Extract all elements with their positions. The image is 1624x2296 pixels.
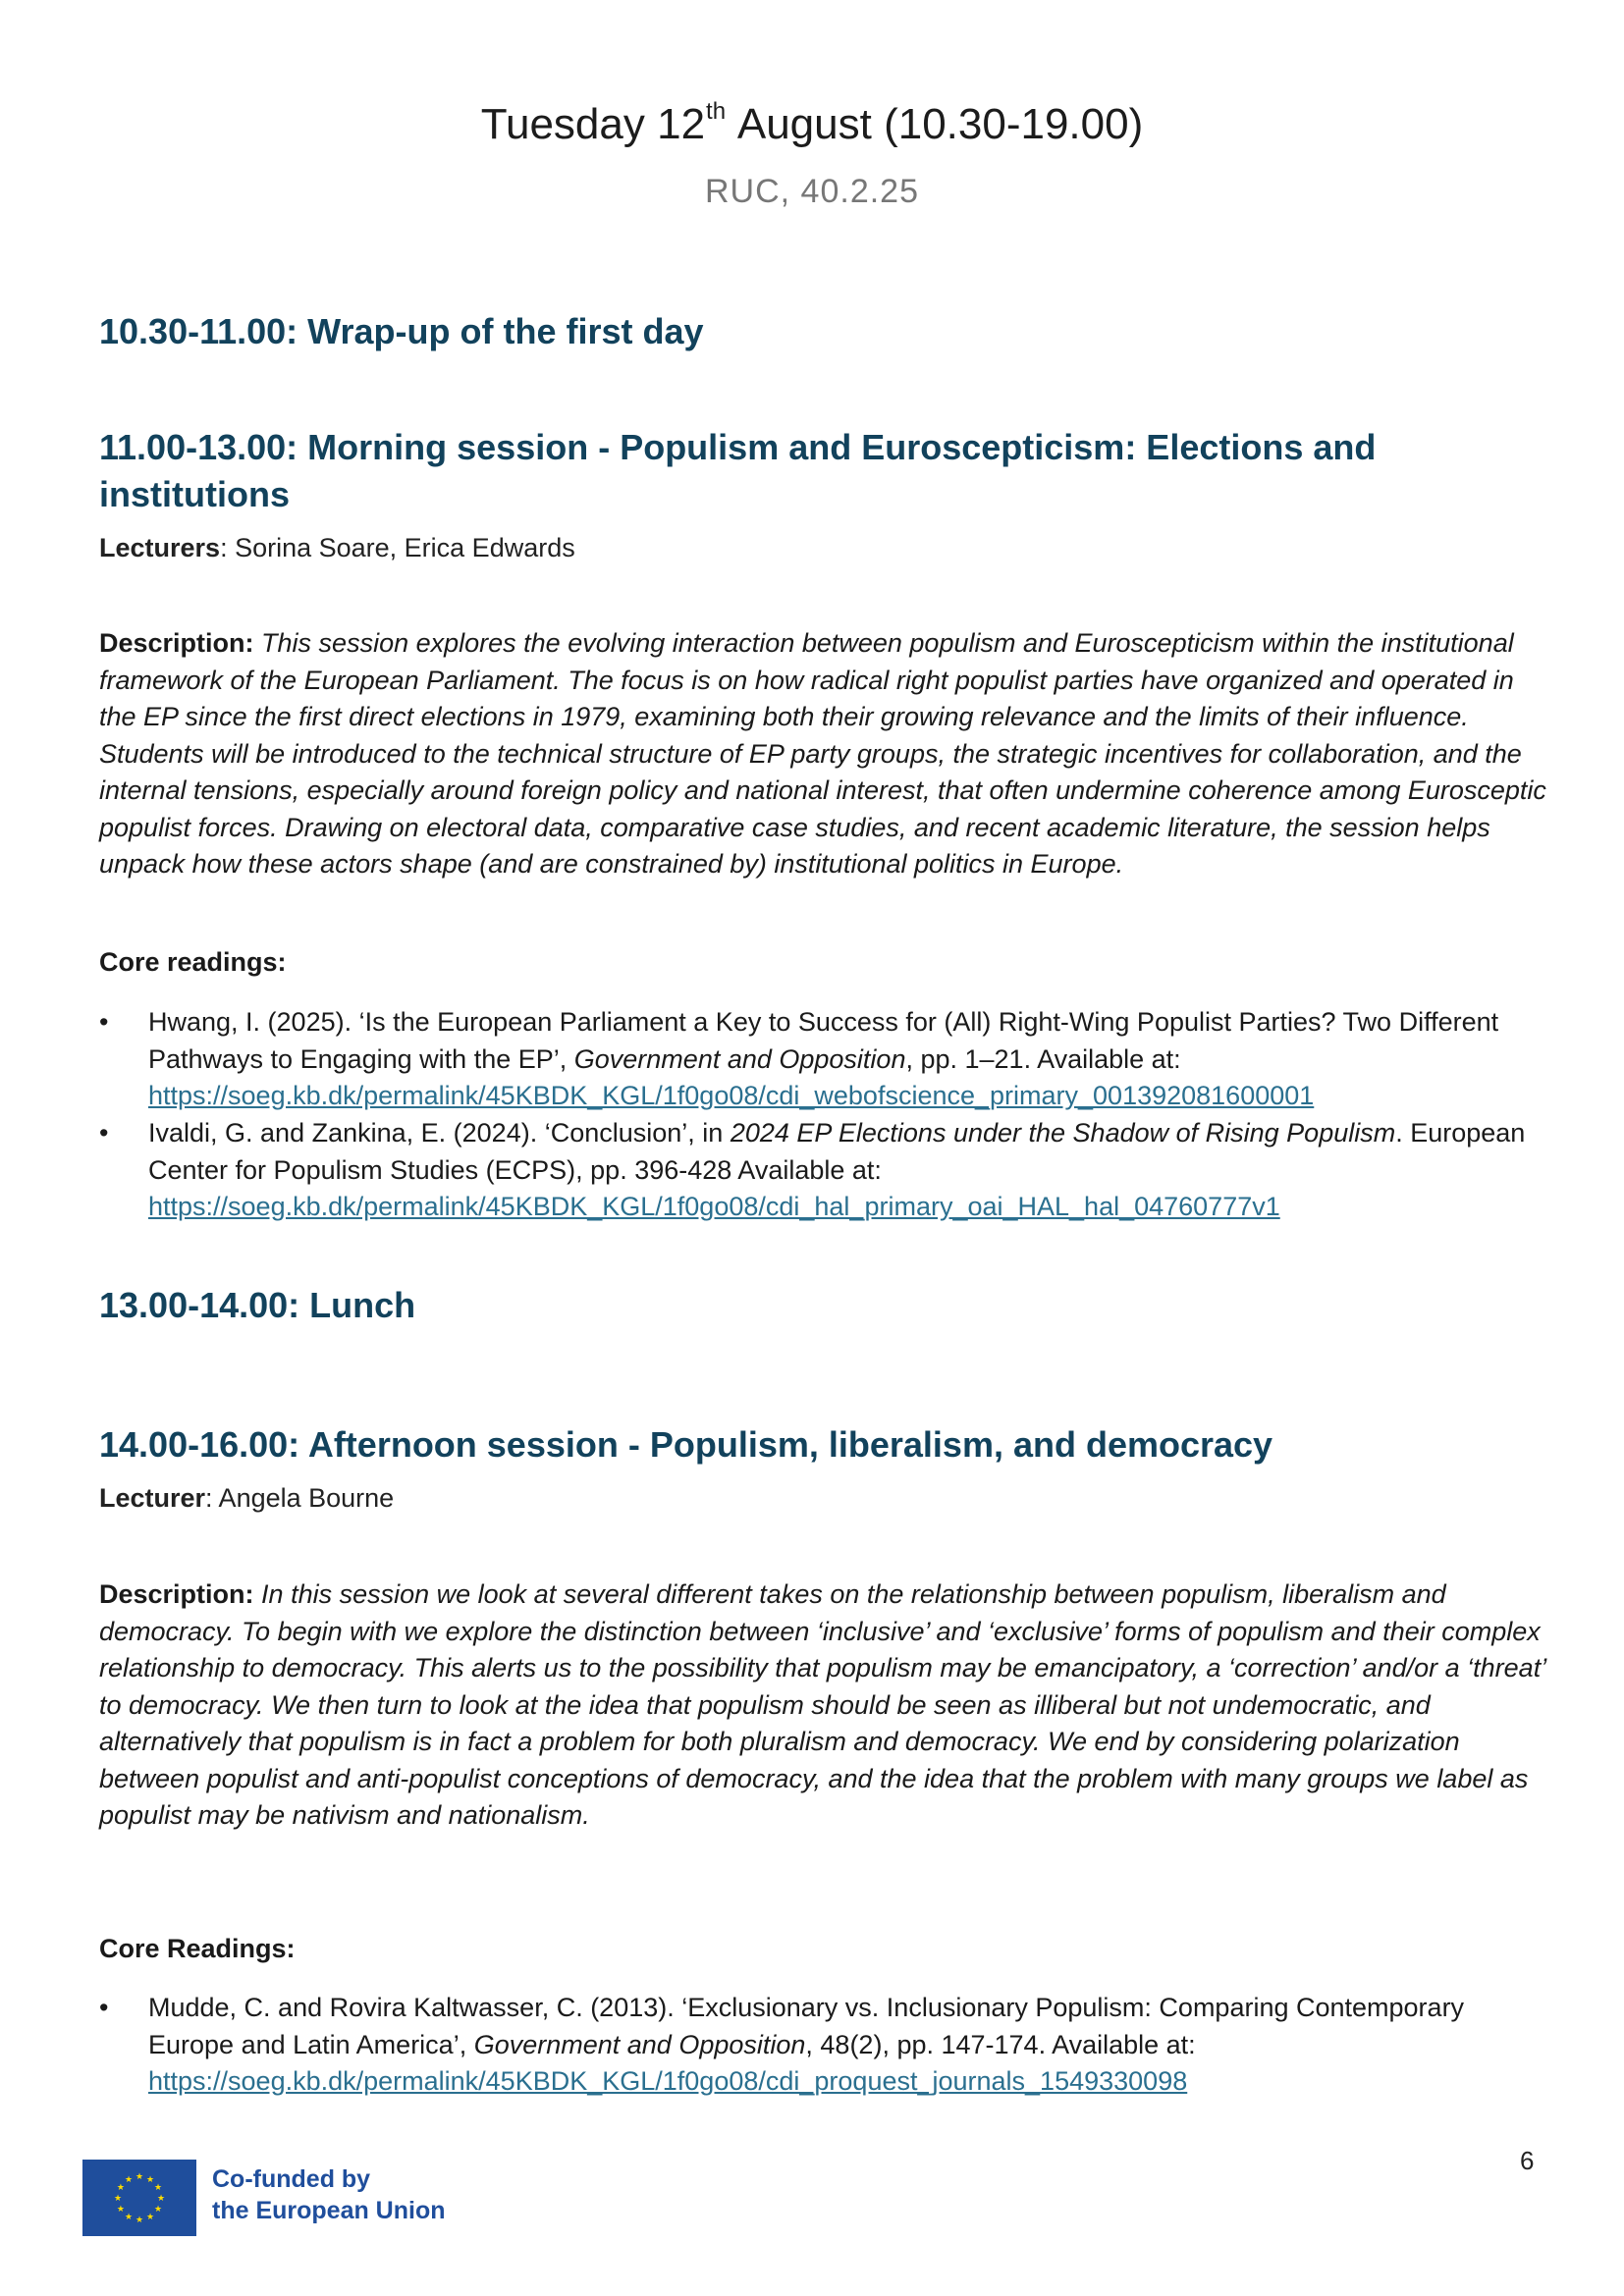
morning-description: Description: This session explores the evolving interaction between populism and Euroscepticism within the institutional framework of the European Parliament. The focus is on how radical right populist parties have organized and operated in the EP since the first direct elections in 1979, examining both their growing relevance and the limits of their influence. Students will be introduced to the technical structure of EP party groups, the strategic incentives for collaboration, and the internal tensions, especially around foreign policy and national interest, that often undermine coherence among Eurosceptic populist forces. Drawing on electoral data, comparative case studies, and recent academic literature, the session helps unpack how these actors shape (and are constrained by) institutional politics in Europe. (99, 628, 1546, 879)
eu-stars-icon (82, 2160, 196, 2236)
star-icon: ★ (154, 2205, 163, 2215)
afternoon-lecturer: Lecturer: Angela Bourne (99, 1483, 395, 1513)
afternoon-readings-label: Core Readings: (99, 1934, 296, 1963)
star-icon: ★ (135, 2216, 144, 2225)
page-number: 6 (1520, 2146, 1535, 2175)
star-icon: ★ (145, 2174, 155, 2185)
lunch-heading: 13.00-14.00: Lunch (99, 1285, 416, 1325)
star-icon: ★ (116, 2183, 125, 2193)
morning-readings-label: Core readings: (99, 947, 287, 977)
star-icon: ★ (116, 2205, 125, 2215)
reading-item: • Ivaldi, G. and Zankina, E. (2024). ‘Conclusion’, in 2024 EP Elections under the Shadow of Rising Populism. European Center for Populism Studies (ECPS), pp. 396-428 Available at: https://soeg.kb.dk/permalink/45KBDK_KGL/1f0go08/cdi_hal_primary_oai_HAL_hal_04760777v1 (99, 1115, 1552, 1226)
star-icon: ★ (145, 2213, 155, 2223)
reading-link[interactable]: https://soeg.kb.dk/permalink/45KBDK_KGL/1f0go08/cdi_proquest_journals_1549330098 (148, 2066, 1188, 2096)
morning-lecturers: Lecturers: Sorina Soare, Erica Edwards (99, 533, 575, 562)
eu-flag-icon (82, 2160, 196, 2236)
star-icon: ★ (156, 2194, 166, 2204)
wrapup-heading: 10.30-11.00: Wrap-up of the first day (99, 311, 704, 351)
bullet-icon: • (99, 1118, 109, 1148)
bullet-icon: • (99, 1993, 109, 2022)
afternoon-description: Description: In this session we look at several different takes on the relationship between populism, liberalism and democracy. To begin with we explore the distinction between ‘inclusive’ and ‘exclusive’ forms of populism and their complex relationship to democracy. This alerts us to the possibility that populism may be emancipatory, a ‘correction’ and/or a ‘threat’ to democracy. We then turn to look at the idea that populism should be seen as illiberal but not undemocratic, and alternatively that populism is in fact a problem for both pluralism and democracy. We end by considering polarization between populist and anti-populist conceptions of democracy, and the idea that the problem with many groups we label as populist may be nativism and nationalism. (99, 1579, 1545, 1830)
afternoon-session-heading: 14.00-16.00: Afternoon session - Populism, liberalism, and democracy (99, 1424, 1273, 1465)
star-icon: ★ (154, 2183, 163, 2193)
star-icon: ★ (113, 2194, 123, 2204)
bullet-icon: • (99, 1007, 109, 1037)
location-subtitle: RUC, 40.2.25 (705, 173, 919, 210)
morning-session-heading: 11.00-13.00: Morning session - Populism and Euroscepticism: Elections and institutions (99, 427, 1377, 514)
funding-label: Co-funded by the European Union (212, 2165, 446, 2224)
reading-item: • Mudde, C. and Rovira Kaltwasser, C. (2013). ‘Exclusionary vs. Inclusionary Populism: Comparing Contemporary Europe and Latin America’, Government and Opposition, 48(2), pp. 147-174. Available at: https://soeg.kb.dk/permalink/45KBDK_KGL/1f0go08/cdi_proquest_journals_1549330098 (99, 1990, 1552, 2101)
star-icon: ★ (124, 2174, 134, 2185)
reading-link[interactable]: https://soeg.kb.dk/permalink/45KBDK_KGL/1f0go08/cdi_hal_primary_oai_HAL_hal_04760777v1 (148, 1192, 1280, 1221)
reading-link[interactable]: https://soeg.kb.dk/permalink/45KBDK_KGL/1f0go08/cdi_webofscience_primary_001392081600001 (148, 1081, 1315, 1110)
reading-item: • Hwang, I. (2025). ‘Is the European Parliament a Key to Success for (All) Right-Wing Populist Parties? Two Different Pathways to Engaging with the EP’, Government and Opposition, pp. 1–21. Available at: https://soeg.kb.dk/permalink/45KBDK_KGL/1f0go08/cdi_webofscience_primary_001392081600001 (99, 1004, 1552, 1115)
star-icon: ★ (124, 2213, 134, 2223)
page-title: Tuesday 12th August (10.30-19.00) (480, 98, 1144, 148)
star-icon: ★ (135, 2172, 144, 2182)
